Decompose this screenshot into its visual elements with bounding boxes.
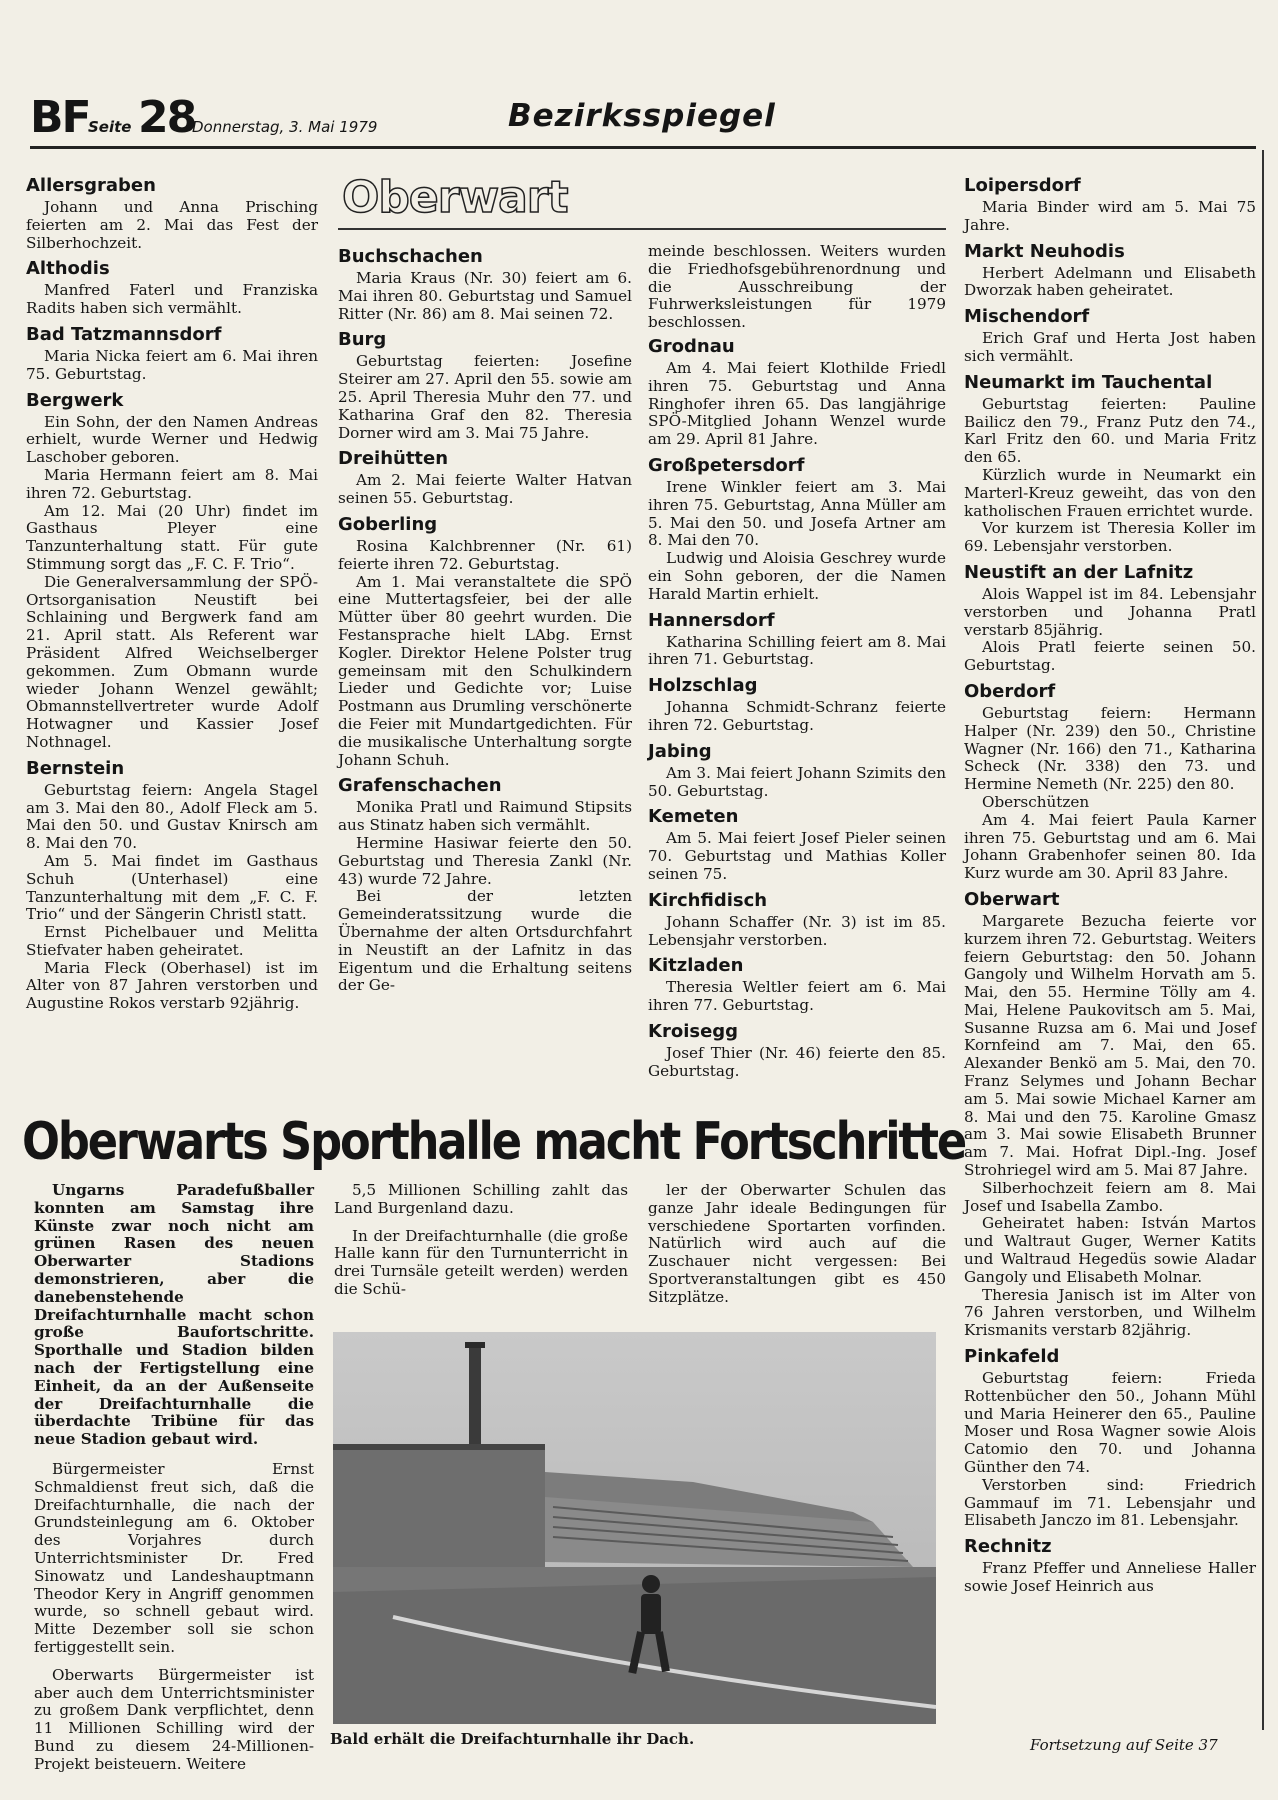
article-column-2: [334, 1182, 628, 1309]
region-title: Oberwart: [342, 172, 568, 223]
locality-paragraph: Bei der letzten Gemeinderatssitzung wurde die Übernahme der alten Ortsdurchfahrt in Neustift an der Lafnitz in das Eigentum und die Erhaltung seitens der Ge-: [338, 887, 632, 995]
locality-paragraph: Manfred Faterl und Franziska Radits haben sich vermählt.: [26, 281, 318, 318]
continued-text: meinde beschlossen. Weiters wurden die Friedhofsgebührenordnung und die Ausschreibung der Fuhrwerksleistungen für 1979 beschlossen.: [648, 242, 946, 332]
locality-paragraph: Maria Kraus (Nr. 30) feiert am 6. Mai ihren 80. Geburtstag und Samuel Ritter (Nr. 86) am 8. Mai seinen 72.: [338, 269, 632, 323]
locality-heading: Oberdorf: [964, 680, 1056, 702]
locality-heading: Dreihütten: [338, 448, 449, 470]
issue-date: Donnerstag, 3. Mai 1979: [192, 118, 378, 136]
locality-section: [26, 175, 318, 252]
locality-heading: Grafenschachen: [338, 775, 502, 797]
locality-paragraph: Theresia Janisch ist im Alter von 76 Jahren verstorben, und Wilhelm Krismanits verstarb 82jährig.: [964, 1285, 1256, 1340]
locality-paragraph: Kürzlich wurde in Neumarkt ein Marterl-Kreuz geweiht, das von den katholischen Frauen errichtet wurde.: [964, 465, 1256, 520]
locality-paragraph: Geburtstag feierten: Pauline Bailicz den 79., Franz Putz den 74., Karl Fritz den 60. und Maria Fritz den 65.: [964, 394, 1256, 467]
locality-paragraph: Geburtstag feiern: Hermann Halper (Nr. 239) den 50., Christine Wagner (Nr. 166) den 71., Katharina Scheck (Nr. 338) den 73. und Hermine Nemeth (Nr. 225) den 80.: [964, 703, 1256, 794]
locality-heading: Loipersdorf: [964, 175, 1081, 196]
locality-paragraph: Theresia Weltler feiert am 6. Mai ihren 77. Geburtstag.: [648, 978, 946, 1015]
column-4: [964, 172, 1256, 1602]
locality-paragraph: Verstorben sind: Friedrich Gammauf im 71. Lebensjahr und Elisabeth Janczo im 81. Lebensjahr.: [964, 1475, 1256, 1530]
locality-paragraph: Geheiratet haben: István Martos und Waltraut Guger, Werner Katits und Waltraud Hegedüs sowie Aladar Gangoly und Elisabeth Molnar.: [964, 1214, 1256, 1286]
locality-heading: Hannersdorf: [648, 609, 775, 631]
locality-paragraph: Franz Pfeffer und Anneliese Haller sowie Josef Heinrich aus: [964, 1559, 1256, 1595]
locality-section: [648, 741, 946, 801]
locality-heading: Bad Tatzmannsdorf: [26, 323, 222, 345]
locality-paragraph: Silberhochzeit feiern am 8. Mai Josef und Isabella Zambo.: [964, 1178, 1256, 1215]
locality-paragraph: Margarete Bezucha feierte vor kurzem ihren 72. Geburtstag. Weiters feiern Geburtstag: den 50. Johann Gangoly und Wilhelm Horvath am 5. Mai, den 55. Hermine Tölly am 4. Mai, Helene Paukovitsch am 5. Mai, Susanne Ruzsa am 6. Mai und Josef Kornfeind am 7. Mai, den 65. Alexander Benkö am 5. Mai, den 70. Franz Selymes und Johann Bechar am 5. Mai sowie Michael Karner am 8. Mai und den 75. Karoline Gmasz am 3. Mai sowie Elisabeth Brunner am 7. Mai. Hofrat Dipl.-Ing. Josef Strohriegel wird am 5. Mai 87 Jahre.: [964, 911, 1256, 1180]
locality-section: [648, 610, 946, 670]
locality-paragraph: Die Generalversammlung der SPÖ-Ortsorganisation Neustift bei Schlaining und Bergwerk fand am 21. April statt. Als Referent war Präsident Alfred Weichselberger gekommen. Zum Obmann wurde wieder Johann Wenzel gewählt; Obmannstellvertreter wurde Adolf Hotwagner und Kassier Josef Nothnagel.: [26, 572, 318, 751]
locality-paragraph: Am 12. Mai (20 Uhr) findet im Gasthaus Pleyer eine Tanzunterhaltung statt. Für gute Stimmung sorgt das „F. C. F. Trio“.: [26, 501, 318, 573]
locality-section: [648, 455, 946, 604]
locality-section: [26, 758, 318, 1013]
locality-section: [338, 448, 632, 508]
locality-paragraph: Hermine Hasiwar feierte den 50. Geburtstag und Theresia Zankl (Nr. 43) wurde 72 Jahre.: [338, 833, 632, 888]
stadium-photo: [333, 1332, 936, 1724]
locality-paragraph: Ludwig und Aloisia Geschrey wurde ein Sohn geboren, der die Namen Harald Martin erhielt.: [648, 549, 946, 603]
header-rule: [30, 146, 1256, 149]
continuation-note: Fortsetzung auf Seite 37: [1030, 1736, 1218, 1754]
locality-section: [964, 175, 1256, 235]
locality-paragraph: Monika Pratl und Raimund Stipsits aus Stinatz haben sich vermählt.: [338, 798, 632, 835]
locality-paragraph: Am 4. Mai feiert Paula Karner ihren 75. Geburtstag und am 6. Mai Johann Grabenhofer seinen 80. Ida Kurz wurde am 30. April 83 Jahre.: [964, 810, 1256, 883]
locality-heading: Grodnau: [648, 335, 735, 357]
locality-section: [26, 324, 318, 384]
locality-paragraph: Am 5. Mai findet im Gasthaus Schuh (Unterhasel) eine Tanzunterhaltung mit dem „F. C. F. Trio“ und der Sängerin Christl statt.: [26, 851, 318, 924]
locality-heading: Pinkafeld: [964, 1346, 1060, 1368]
locality-section: [338, 329, 632, 442]
locality-paragraph: Maria Fleck (Oberhasel) ist im Alter von 87 Jahren verstorben und Augustine Rokos verstarb 92jährig.: [26, 958, 318, 1013]
locality-heading: Bergwerk: [26, 389, 124, 411]
locality-paragraph: Geburtstag feiern: Frieda Rottenbücher den 50., Johann Mühl und Maria Heinerer den 65., Pauline Moser und Rosa Wagner sowie Alois Catomio den 70. und Johanna Günther den 74.: [964, 1369, 1256, 1477]
column-3: [648, 243, 946, 1087]
locality-heading: Kitzladen: [648, 955, 744, 977]
locality-section: [964, 1536, 1256, 1596]
locality-section: [964, 306, 1256, 366]
locality-heading: Oberwart: [964, 888, 1060, 910]
locality-paragraph: Am 5. Mai feiert Josef Pieler seinen 70. Geburtstag und Mathias Koller seinen 75.: [648, 829, 946, 883]
locality-paragraph: Alois Pratl feierte seinen 50. Geburtstag.: [964, 638, 1256, 675]
article-paragraph: ler der Oberwarter Schulen das ganze Jahr ideale Bedingungen für verschiedene Sportarten vorfinden. Natürlich wird auch auf die Zuschauer nicht vergessen: Bei Sportveranstaltungen gibt es 450 Sitzplätze.: [648, 1181, 946, 1306]
article-column-1: [34, 1182, 314, 1784]
locality-paragraph: Erich Graf und Herta Jost haben sich vermählt.: [964, 329, 1256, 365]
article-photo: [333, 1332, 936, 1724]
column-2: [338, 243, 632, 1001]
locality-heading: Burg: [338, 329, 387, 351]
locality-paragraph: Katharina Schilling feiert am 8. Mai ihren 71. Geburtstag.: [648, 632, 946, 669]
locality-section: [964, 889, 1256, 1340]
locality-heading: Goberling: [338, 513, 438, 535]
locality-heading: Bernstein: [26, 757, 125, 779]
locality-paragraph: Johann Schaffer (Nr. 3) ist im 85. Lebensjahr verstorben.: [648, 912, 946, 949]
locality-paragraph: Irene Winkler feiert am 3. Mai ihren 75. Geburtstag, Anna Müller am 5. Mai den 50. und Josefa Artner am 8. Mai den 70.: [648, 477, 946, 550]
locality-heading: Markt Neuhodis: [964, 240, 1125, 262]
article-paragraph: Bürgermeister Ernst Schmaldienst freut sich, daß die Dreifachturnhalle, die nach der Grundsteinlegung am 6. Oktober des Vorjahres durch Unterrichtsminister Dr. Fred Sinowatz und Landeshauptmann Theodor Kery in Angriff genommen wurde, so schnell gebaut wird. Mitte Dezember soll sie schon fertiggestellt sein.: [34, 1459, 314, 1656]
locality-paragraph: Geburtstag feierten: Josefine Steirer am 27. April den 55. sowie am 25. April Theresia Muhr den 77. und Katharina Graf den 82. Theresia Dorner wird am 3. Mai 75 Jahre.: [338, 352, 632, 442]
locality-heading: Großpetersdorf: [648, 454, 805, 476]
locality-section: [26, 390, 318, 752]
locality-heading: Kemeten: [648, 806, 739, 828]
locality-section: [964, 372, 1256, 556]
locality-paragraph: Rosina Kalchbrenner (Nr. 61) feierte ihren 72. Geburtstag.: [338, 536, 632, 573]
locality-heading: Holzschlag: [648, 675, 758, 697]
locality-paragraph: Am 1. Mai veranstaltete die SPÖ eine Muttertagsfeier, bei der alle Mütter über 80 geehrt wurden. Die Festansprache hielt LAbg. Ernst Kogler. Direktor Helene Polster trug gemeinsam mit den Schulkindern Lieder und Gedichte vor; Luise Postmann aus Drumling verschönerte die Feier mit Mundartgedichten. Für die musikalische Unterhaltung sorgte Johann Schuh.: [338, 572, 632, 769]
locality-section: [648, 1021, 946, 1081]
locality-heading: Neumarkt im Tauchental: [964, 371, 1213, 393]
locality-paragraph: Herbert Adelmann und Elisabeth Dworzak haben geheiratet.: [964, 263, 1256, 300]
page-label: Seite: [88, 118, 132, 136]
locality-paragraph: Oberschützen: [982, 792, 1090, 811]
locality-section: [338, 775, 632, 995]
page-number: 28: [138, 92, 196, 143]
locality-paragraph: Ein Sohn, der den Namen Andreas erhielt, wurde Werner und Hedwig Laschober geboren.: [26, 412, 318, 467]
locality-heading: Allersgraben: [26, 175, 156, 196]
locality-section: [964, 681, 1256, 883]
locality-paragraph: Maria Hermann feiert am 8. Mai ihren 72. Geburtstag.: [26, 465, 318, 502]
article-paragraph: 5,5 Millionen Schilling zahlt das Land Burgenland dazu.: [334, 1181, 628, 1217]
locality-paragraph: Alois Wappel ist im 84. Lebensjahr verstorben und Johanna Pratl verstarb 85jährig.: [964, 584, 1256, 639]
locality-heading: Kirchfidisch: [648, 889, 768, 911]
section-title: Bezirksspiegel: [508, 98, 776, 134]
locality-heading: Kroisegg: [648, 1020, 739, 1042]
locality-heading: Jabing: [648, 740, 712, 762]
article-paragraph: In der Dreifachturnhalle (die große Halle kann für den Turnunterricht in drei Turnsäle geteilt werden) werden die Schü-: [334, 1226, 628, 1298]
locality-paragraph: Am 2. Mai feierte Walter Hatvan seinen 55. Geburtstag.: [338, 471, 632, 508]
locality-paragraph: Josef Thier (Nr. 46) feierte den 85. Geburtstag.: [648, 1043, 946, 1080]
locality-paragraph: Vor kurzem ist Theresia Koller im 69. Lebensjahr verstorben.: [964, 519, 1256, 556]
locality-section: [338, 514, 632, 769]
article-column-3: [648, 1182, 946, 1317]
locality-paragraph: Am 3. Mai feiert Johann Szimits den 50. Geburtstag.: [648, 763, 946, 800]
locality-heading: Buchschachen: [338, 246, 483, 267]
locality-paragraph: Johann und Anna Prisching feierten am 2. Mai das Fest der Silberhochzeit.: [26, 198, 318, 252]
locality-section: [648, 955, 946, 1015]
column-divider: [1262, 150, 1264, 1730]
article-headline: Oberwarts Sporthalle macht Fortschritte: [22, 1112, 966, 1172]
locality-paragraph: Ernst Pichelbauer und Melitta Stiefvater haben geheiratet.: [26, 923, 318, 959]
region-title-rule: [338, 228, 946, 230]
locality-section: [648, 675, 946, 735]
locality-heading: Rechnitz: [964, 1536, 1052, 1558]
locality-heading: Mischendorf: [964, 306, 1090, 328]
locality-section: [964, 1346, 1256, 1530]
article-paragraph: Oberwarts Bürgermeister ist aber auch dem Unterrichtsminister zu großem Dank verpflichtet, denn 11 Millionen Schilling wird der Bund zu diesem 24-Millionen-Projekt beisteuern. Weitere: [34, 1665, 314, 1773]
article-lead: Ungarns Paradefußballer konnten am Samstag ihre Künste zwar noch nicht am grünen Rasen des neuen Oberwarter Stadions demonstrieren, aber die danebenstehende Dreifachturnhalle macht schon große Baufortschritte. Sporthalle und Stadion bilden nach der Fertigstellung eine Einheit, da an der Außenseite der Dreifachturnhalle die überdachte Tribüne für das neue Stadion gebaut wird.: [34, 1181, 314, 1449]
locality-paragraph: Maria Nicka feiert am 6. Mai ihren 75. Geburtstag.: [26, 346, 318, 383]
locality-paragraph: Am 4. Mai feiert Klothilde Friedl ihren 75. Geburtstag und Anna Ringhofer ihren 65. Das langjährige SPÖ-Mitglied Johann Wenzel wurde am 29. April 81 Jahre.: [648, 358, 946, 449]
locality-section: [648, 806, 946, 883]
locality-section: [338, 246, 632, 323]
locality-paragraph: Maria Binder wird am 5. Mai 75 Jahre.: [964, 198, 1256, 234]
locality-section: [648, 336, 946, 449]
locality-section: [964, 241, 1256, 301]
locality-paragraph: Johanna Schmidt-Schranz feierte ihren 72. Geburtstag.: [648, 698, 946, 734]
photo-caption: Bald erhält die Dreifachturnhalle ihr Dach.: [330, 1730, 695, 1748]
locality-section: [964, 562, 1256, 675]
locality-heading: Althodis: [26, 258, 110, 280]
locality-section: [26, 258, 318, 318]
masthead-logo: BF: [30, 92, 90, 143]
column-1: [26, 172, 318, 1019]
locality-paragraph: Geburtstag feiern: Angela Stagel am 3. Mai den 80., Adolf Fleck am 5. Mai den 50. und Gustav Knirsch am 8. Mai den 70.: [26, 780, 318, 853]
locality-section: [648, 890, 946, 950]
locality-heading: Neustift an der Lafnitz: [964, 561, 1194, 583]
